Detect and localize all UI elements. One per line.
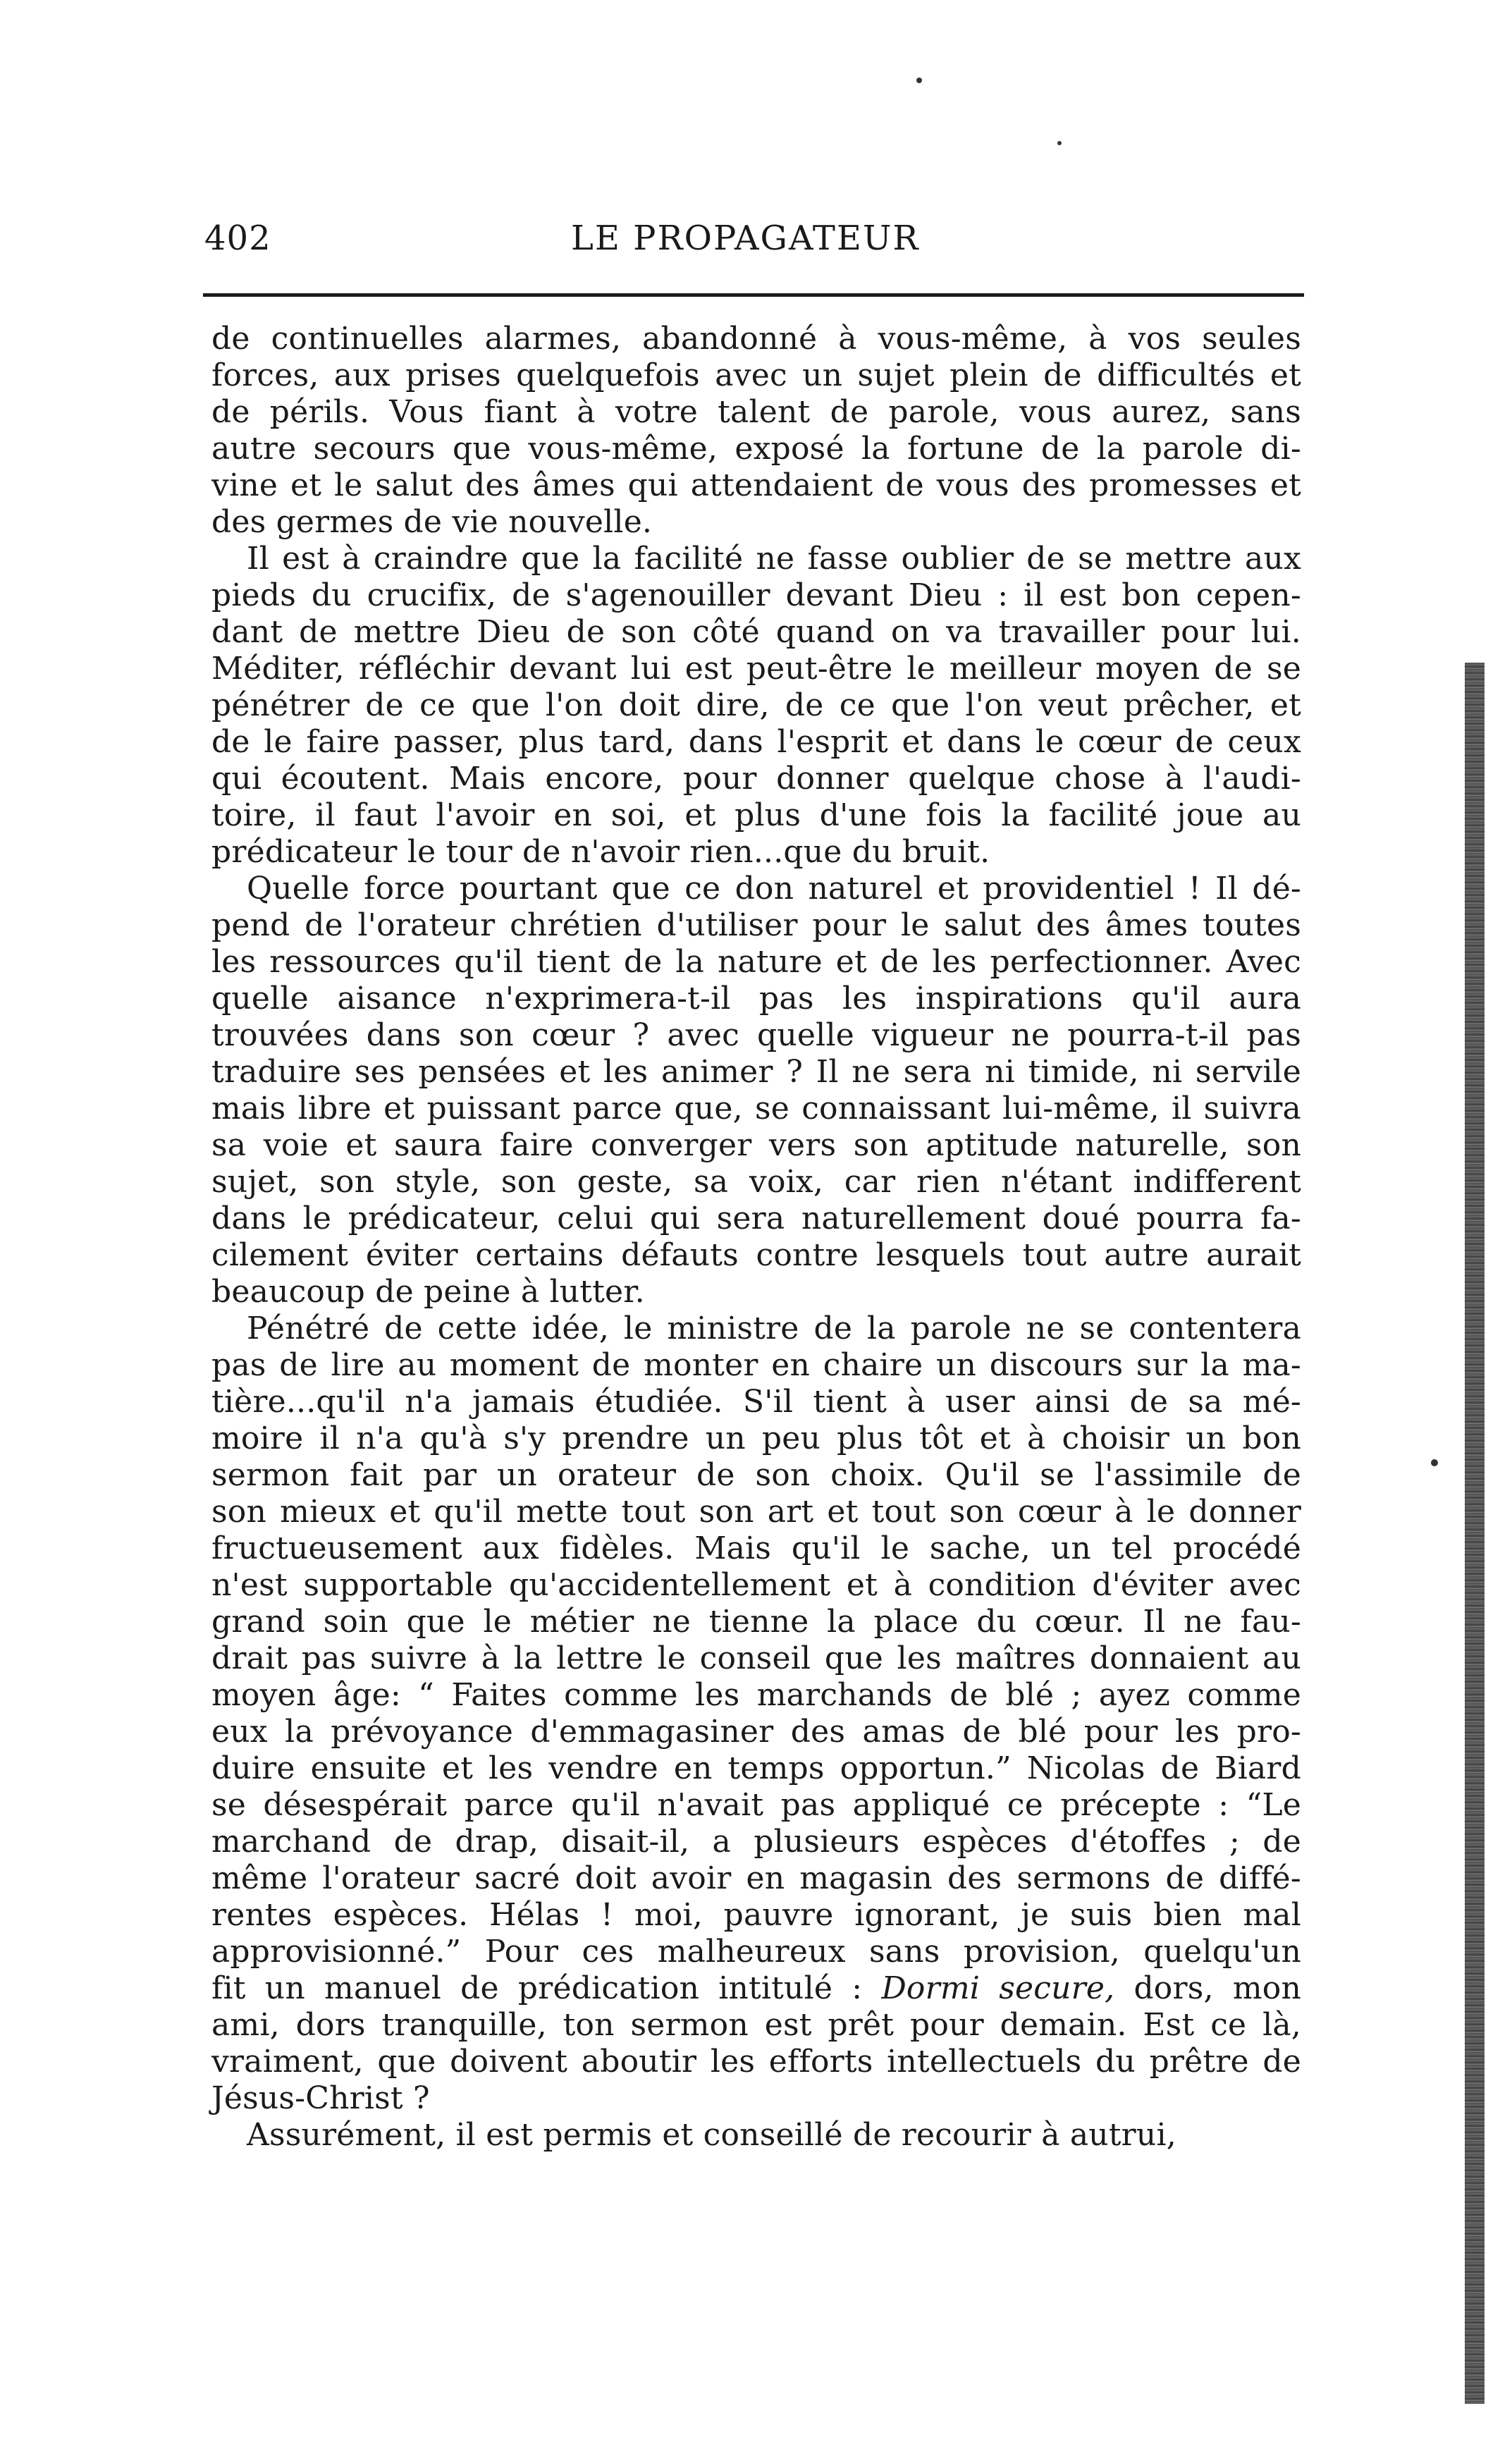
text-line: sermon fait par un orateur de son choix. Qu'il se l'assimile de bbox=[211, 1457, 1301, 1493]
text-line: grand soin que le métier ne tienne la place du cœur. Il ne fau- bbox=[211, 1604, 1301, 1640]
paragraph bbox=[211, 1310, 1301, 2117]
text-line: vraiment, que doivent aboutir les efforts intellectuels du prêtre de bbox=[211, 2044, 1301, 2080]
text-line: vine et le salut des âmes qui attendaient de vous des promesses et bbox=[211, 467, 1301, 503]
text-line: ami, dors tranquille, ton sermon est prêt pour demain. Est ce là, bbox=[211, 2007, 1301, 2043]
text-line: traduire ses pensées et les animer ? Il ne sera ni timide, ni servile bbox=[211, 1054, 1301, 1090]
text-line: se désespérait parce qu'il n'avait pas appliqué ce précepte : “Le bbox=[211, 1787, 1301, 1823]
book-title-italic: Dormi secure, bbox=[881, 1970, 1115, 2006]
page-number: 402 bbox=[204, 219, 271, 258]
text-line: les ressources qu'il tient de la nature et de les perfectionner. Avec bbox=[211, 944, 1301, 980]
text-line: Méditer, réfléchir devant lui est peut-être le meilleur moyen de se bbox=[211, 651, 1301, 687]
text-line: eux la prévoyance d'emmagasiner des amas de blé pour les pro- bbox=[211, 1714, 1301, 1750]
text-line: qui écoutent. Mais encore, pour donner quelque chose à l'audi- bbox=[211, 761, 1301, 797]
speck bbox=[1431, 1459, 1438, 1466]
scan-edge-shadow bbox=[1465, 663, 1485, 2404]
text-line: même l'orateur sacré doit avoir en magasin des sermons de diffé- bbox=[211, 1860, 1301, 1896]
text-line: moyen âge: “ Faites comme les marchands de blé ; ayez comme bbox=[211, 1677, 1301, 1713]
header-rule bbox=[203, 293, 1304, 297]
text-line: trouvées dans son cœur ? avec quelle vigueur ne pourra-t-il pas bbox=[211, 1017, 1301, 1053]
text-line: fit un manuel de prédication intitulé : Dormi secure, dors, mon bbox=[211, 1970, 1302, 2006]
text-line: pénétrer de ce que l'on doit dire, de ce que l'on veut prêcher, et bbox=[211, 687, 1301, 723]
paragraph bbox=[211, 871, 1301, 1310]
text-line: son mieux et qu'il mette tout son art et tout son cœur à le donner bbox=[211, 1494, 1301, 1530]
text-line: dans le prédicateur, celui qui sera naturellement doué pourra fa- bbox=[211, 1201, 1301, 1236]
text-line: de le faire passer, plus tard, dans l'esprit et dans le cœur de ceux bbox=[211, 724, 1301, 760]
body-text bbox=[211, 321, 1301, 2154]
text-line: quelle aisance n'exprimera-t-il pas les inspirations qu'il aura bbox=[211, 981, 1301, 1017]
speck bbox=[1057, 141, 1062, 145]
text-line: cilement éviter certains défauts contre lesquels tout autre aurait bbox=[211, 1237, 1301, 1273]
text-line: dant de mettre Dieu de son côté quand on va travailler pour lui. bbox=[211, 614, 1301, 650]
text-line: Il est à craindre que la facilité ne fasse oublier de se mettre aux bbox=[247, 541, 1301, 577]
text-line: fructueusement aux fidèles. Mais qu'il le sache, un tel procédé bbox=[211, 1530, 1301, 1566]
text-line: de continuelles alarmes, abandonné à vous-même, à vos seules bbox=[211, 321, 1301, 357]
paragraph bbox=[211, 321, 1301, 541]
paragraph bbox=[211, 2117, 1301, 2154]
text-line: prédicateur le tour de n'avoir rien...que du bruit. bbox=[211, 834, 990, 870]
text-line: n'est supportable qu'accidentellement et à condition d'éviter avec bbox=[211, 1567, 1301, 1603]
text-line: pieds du crucifix, de s'agenouiller devant Dieu : il est bon cepen- bbox=[211, 577, 1301, 613]
text-line: tière...qu'il n'a jamais étudiée. S'il tient à user ainsi de sa mé- bbox=[211, 1384, 1301, 1420]
text-line: rentes espèces. Hélas ! moi, pauvre ignorant, je suis bien mal bbox=[211, 1897, 1301, 1933]
text-line: duire ensuite et les vendre en temps opportun.” Nicolas de Biard bbox=[211, 1750, 1301, 1786]
text-line: beaucoup de peine à lutter. bbox=[211, 1274, 645, 1310]
text-line: Quelle force pourtant que ce don naturel et providentiel ! Il dé- bbox=[247, 871, 1301, 907]
text-line: forces, aux prises quelquefois avec un sujet plein de difficultés et bbox=[211, 357, 1301, 393]
running-title: LE PROPAGATEUR bbox=[571, 219, 920, 258]
speck bbox=[916, 78, 922, 83]
text-line: Jésus-Christ ? bbox=[211, 2080, 430, 2116]
text-line: de périls. Vous fiant à votre talent de parole, vous aurez, sans bbox=[211, 394, 1301, 430]
text-line: autre secours que vous-même, exposé la fortune de la parole di- bbox=[211, 431, 1301, 467]
paragraph bbox=[211, 541, 1301, 871]
text-line: moire il n'a qu'à s'y prendre un peu plus tôt et à choisir un bon bbox=[211, 1420, 1301, 1456]
text-line: sa voie et saura faire converger vers son aptitude naturelle, son bbox=[211, 1127, 1301, 1163]
text-line: marchand de drap, disait-il, a plusieurs espèces d'étoffes ; de bbox=[211, 1824, 1301, 1860]
page-header bbox=[204, 211, 1304, 268]
text-line: pend de l'orateur chrétien d'utiliser pour le salut des âmes toutes bbox=[211, 907, 1301, 943]
text-line: sujet, son style, son geste, sa voix, car rien n'étant indifferent bbox=[211, 1164, 1301, 1200]
text-line: pas de lire au moment de monter en chaire un discours sur la ma- bbox=[211, 1347, 1301, 1383]
text-line: toire, il faut l'avoir en soi, et plus d'une fois la facilité joue au bbox=[211, 797, 1301, 833]
text-line: Assurément, il est permis et conseillé de recourir à autrui, bbox=[247, 2117, 1176, 2153]
text-line: drait pas suivre à la lettre le conseil que les maîtres donnaient au bbox=[211, 1640, 1301, 1676]
text-line: des germes de vie nouvelle. bbox=[211, 504, 653, 540]
text-line: mais libre et puissant parce que, se connaissant lui-même, il suivra bbox=[211, 1091, 1301, 1127]
text-line: Pénétré de cette idée, le ministre de la parole ne se contentera bbox=[247, 1310, 1301, 1346]
text-line: approvisionné.” Pour ces malheureux sans provision, quelqu'un bbox=[211, 1934, 1301, 1970]
